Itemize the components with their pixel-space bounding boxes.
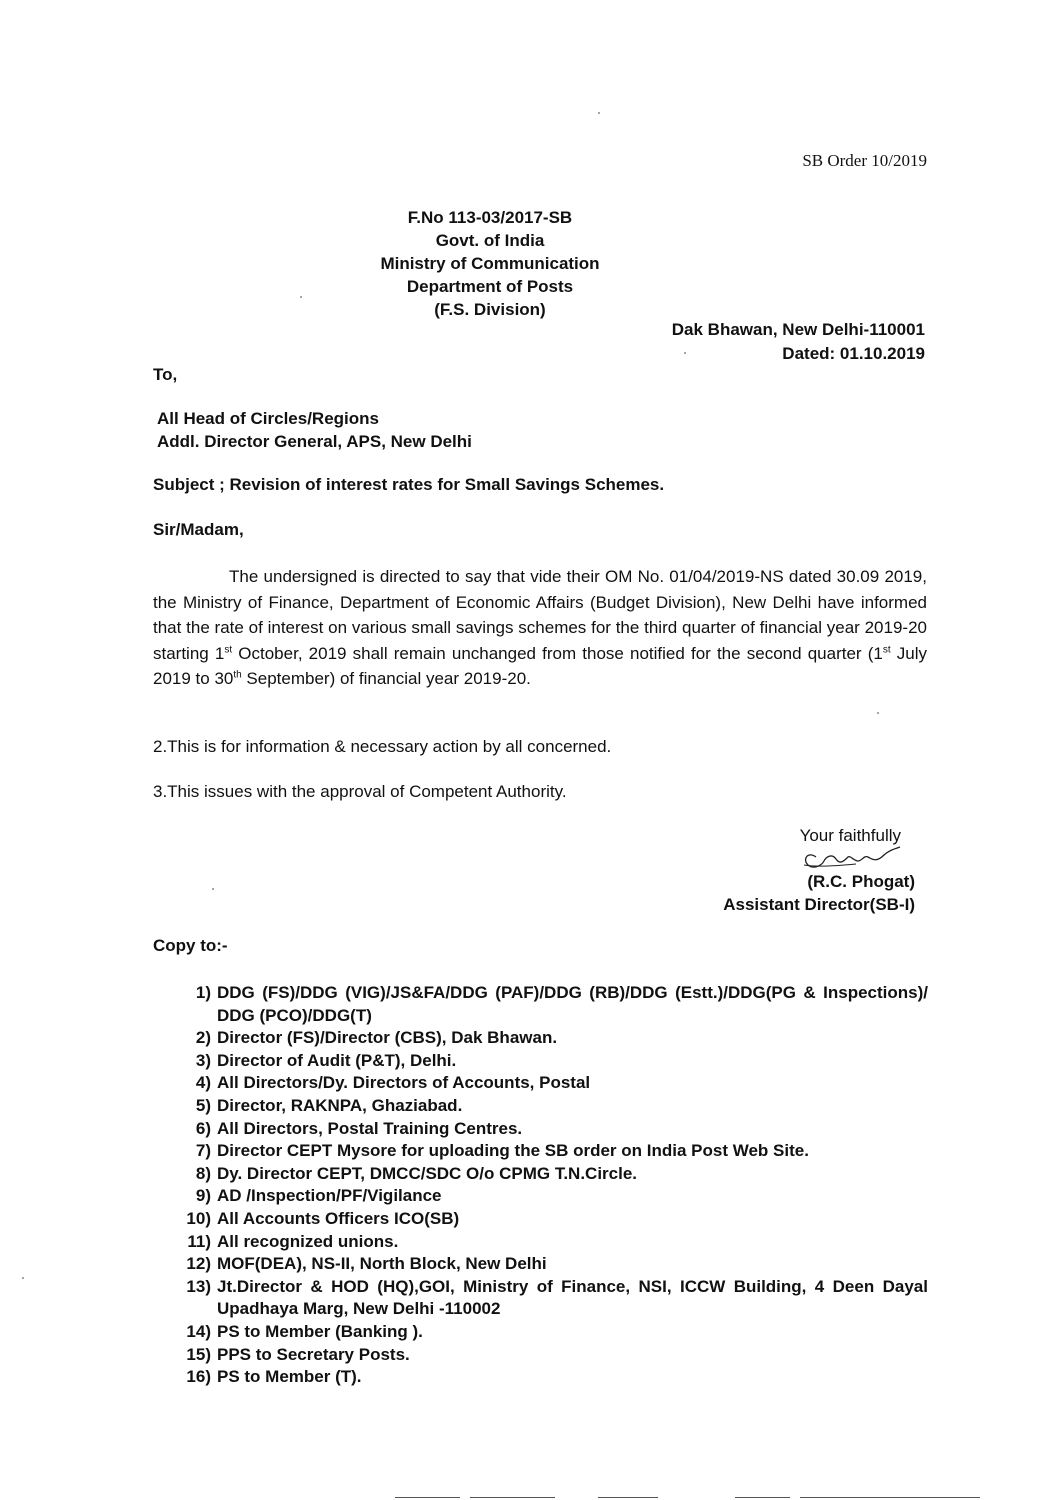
file-number: F.No 113-03/2017-SB xyxy=(407,208,573,227)
scan-edge-line xyxy=(395,1497,460,1498)
scan-speck xyxy=(212,888,214,890)
place-date-block xyxy=(672,318,925,366)
list-item: 16) PS to Member (T). xyxy=(186,1367,362,1387)
scan-speck xyxy=(22,1277,24,1279)
list-item: 4) All Directors/Dy. Directors of Accounts, Postal xyxy=(195,1073,591,1093)
scan-edge-line xyxy=(470,1497,555,1498)
list-item: 14) PS to Member (Banking ). xyxy=(186,1321,423,1341)
closing: Your faithfully xyxy=(799,826,901,845)
signer-designation: Assistant Director(SB-I) xyxy=(723,895,915,914)
addressee-block xyxy=(157,407,472,453)
department-line: Department of Posts xyxy=(406,277,574,296)
list-item: 9) AD /Inspection/PF/Vigilance xyxy=(195,1186,442,1206)
list-item: 3) Director of Audit (P&T), Delhi. xyxy=(195,1050,457,1070)
scan-speck xyxy=(684,352,686,354)
paragraph-2: 2.This is for information & necessary action by all concerned. xyxy=(153,737,612,756)
division-line: (F.S. Division) xyxy=(434,300,546,319)
signature-icon xyxy=(796,843,914,873)
letter-header xyxy=(260,206,720,321)
list-item: 5) Director, RAKNPA, Ghaziabad. xyxy=(195,1095,463,1115)
scan-speck xyxy=(598,112,600,114)
list-item: 8) Dy. Director CEPT, DMCC/SDC O/o CPMG T.N.Circle. xyxy=(195,1163,638,1183)
signer-block xyxy=(723,870,915,916)
scan-edge-line xyxy=(800,1497,980,1498)
list-item: 2) Director (FS)/Director (CBS), Dak Bhawan. xyxy=(195,1028,558,1048)
ministry-line: Ministry of Communication xyxy=(380,254,600,273)
addressee: All Head of Circles/Regions xyxy=(157,409,379,428)
place: Dak Bhawan, New Delhi-110001 xyxy=(671,320,925,339)
scan-speck xyxy=(300,296,302,298)
date: Dated: 01.10.2019 xyxy=(782,344,925,363)
body-paragraph: The undersigned is directed to say that vide their OM No. 01/04/2019-NS dated 30.09 2019, the Ministry of Finance, Department of Economic Affairs (Budget Division), New Delhi have informed that the rate of interest on various small savings schemes for the third quarter of financial year 2019-20 starting 1st October, 2019 shall remain unchanged from those notified for the second quarter (1st July 2019 to 30th September) of financial year 2019-20. xyxy=(153,567,927,689)
copy-list xyxy=(180,982,928,1389)
scan-speck xyxy=(877,712,879,714)
copy-to-label: Copy to:- xyxy=(153,936,228,955)
list-item: 11) All recognized unions. xyxy=(187,1231,399,1251)
list-item: 12) MOF(DEA), NS-II, North Block, New Delhi xyxy=(186,1254,547,1274)
scan-edge-line xyxy=(598,1497,658,1498)
govt-line: Govt. of India xyxy=(435,231,545,250)
subject-line: Subject ; Revision of interest rates for Small Savings Schemes. xyxy=(153,475,665,494)
scan-edge-line xyxy=(735,1497,790,1498)
to-label: To, xyxy=(153,365,178,384)
list-item: 6) All Directors, Postal Training Centres. xyxy=(195,1118,523,1138)
salutation: Sir/Madam, xyxy=(153,520,244,539)
list-item: 10) All Accounts Officers ICO(SB) xyxy=(186,1208,460,1228)
list-item: 1) DDG (FS)/DDG (VIG)/JS&FA/DDG (PAF)/DDG (RB)/DDG (Estt.)/DDG(PG & Inspections)/ DDG (PCO)/DDG(T) xyxy=(195,983,928,1025)
signer-name: (R.C. Phogat) xyxy=(807,872,915,891)
list-item: 13) Jt.Director & HOD (HQ),GOI, Ministry of Finance, NSI, ICCW Building, 4 Deen Dayal Upadhaya Marg, New Delhi -110002 xyxy=(186,1276,928,1319)
list-item: 15) PPS to Secretary Posts. xyxy=(186,1344,410,1364)
paragraph-3: 3.This issues with the approval of Competent Authority. xyxy=(153,782,567,801)
list-item: 7) Director CEPT Mysore for uploading the SB order on India Post Web Site. xyxy=(195,1141,809,1161)
order-number: SB Order 10/2019 xyxy=(802,151,927,170)
addressee: Addl. Director General, APS, New Delhi xyxy=(157,432,472,451)
